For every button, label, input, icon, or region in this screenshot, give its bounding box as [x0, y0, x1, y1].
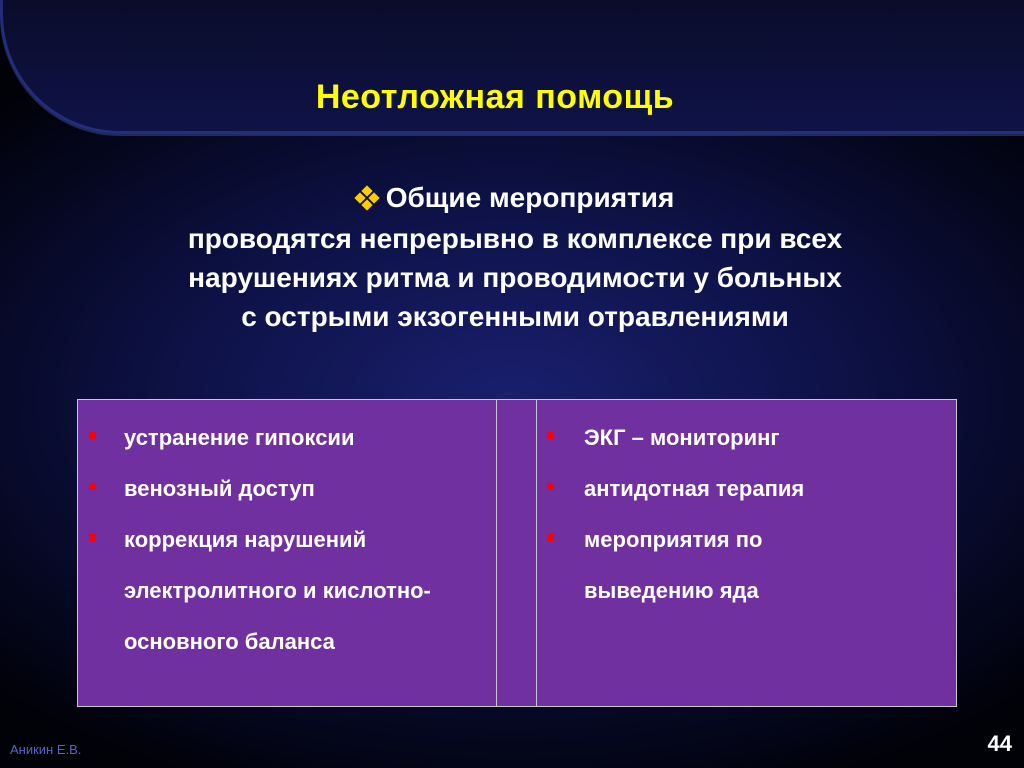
measures-middle-column	[497, 400, 537, 706]
diamond-bullet-icon	[356, 187, 378, 209]
slide-title: Неотложная помощь	[315, 78, 675, 116]
page-number: 44	[987, 731, 1012, 756]
author-footer: Аникин Е.В.	[10, 742, 82, 757]
subheading	[100, 178, 930, 336]
list-item: ЭКГ – мониторинг	[537, 412, 956, 463]
measures-right-column	[537, 400, 956, 706]
subheading-line-3: с острыми экзогенными отравлениями	[241, 300, 789, 332]
square-bullet-icon	[89, 483, 96, 490]
subheading-line-1: проводятся непрерывно в комплексе при всех	[187, 222, 843, 254]
square-bullet-icon	[547, 432, 554, 439]
square-bullet-icon	[89, 534, 96, 541]
subheading-lead: Общие мероприятия	[385, 182, 675, 213]
subheading-line-2: нарушениях ритма и проводимости у больных	[188, 261, 842, 293]
list-item: антидотная терапия	[537, 463, 956, 514]
square-bullet-icon	[89, 432, 96, 439]
measures-left-column	[78, 400, 497, 706]
square-bullet-icon	[547, 483, 554, 490]
list-item: устранение гипоксии	[78, 412, 496, 463]
square-bullet-icon	[547, 534, 554, 541]
measures-table	[77, 399, 957, 707]
list-item: венозный доступ	[78, 463, 496, 514]
list-item: мероприятия по выведению яда	[537, 514, 956, 616]
subheading-lead-line	[100, 178, 930, 219]
list-item: коррекция нарушений электролитного и кислотно-основного баланса	[78, 514, 496, 667]
